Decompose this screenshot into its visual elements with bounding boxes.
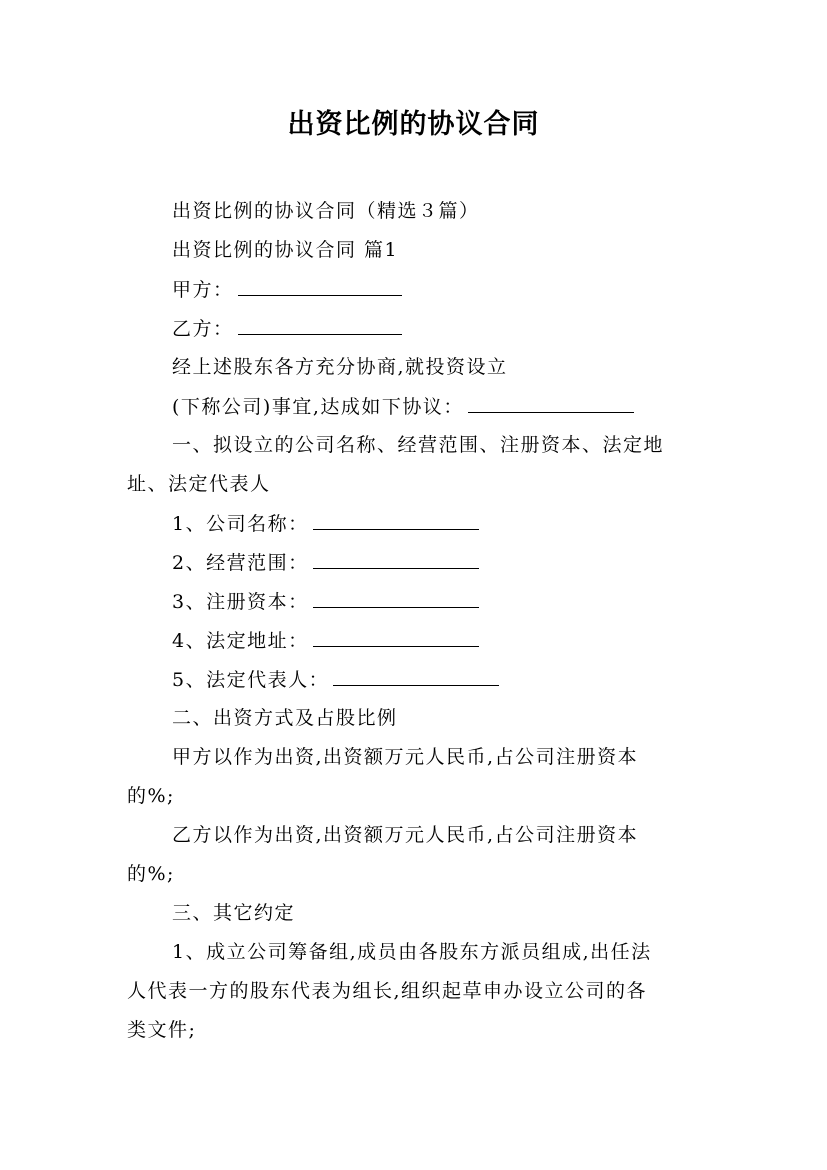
body-text: 类文件; [127, 1019, 197, 1041]
item-line [172, 511, 479, 536]
clause-heading-text: 一、拟设立的公司名称、经营范围、注册资本、法定地 [172, 434, 665, 456]
body-text: 乙方以作为出资,出资额万元人民币,占公司注册资本 [172, 824, 639, 846]
item-line [172, 667, 499, 692]
body-text: 的%; [127, 785, 175, 807]
item-blank[interactable] [313, 589, 479, 608]
clause-heading-text: 址、法定代表人 [127, 473, 271, 495]
body-paragraph [127, 784, 175, 808]
clause-heading-text: 三、其它约定 [172, 902, 296, 924]
party-b-blank[interactable] [238, 316, 402, 335]
party-a-blank[interactable] [238, 277, 402, 296]
body-paragraph [127, 862, 175, 886]
item-label: 5、法定代表人： [172, 669, 330, 691]
party-a-line [172, 277, 402, 302]
clause-heading-text: 二、出资方式及占股比例 [172, 707, 398, 729]
clause-heading [172, 706, 398, 730]
body-text: 经上述股东各方充分协商,就投资设立 [172, 356, 508, 378]
body-paragraph [127, 1018, 196, 1042]
body-paragraph [172, 823, 638, 847]
body-text: 甲方以作为出资,出资额万元人民币,占公司注册资本 [172, 746, 639, 768]
party-b-line [172, 316, 402, 341]
body-text: 的%; [127, 863, 175, 885]
item-line [172, 589, 479, 614]
body-paragraph [172, 745, 638, 769]
item-blank[interactable] [333, 667, 499, 686]
item-label: 1、公司名称： [172, 513, 309, 535]
body-text: 1、成立公司筹备组,成员由各股东方派员组成,出任法 [172, 941, 652, 963]
subtitle-line [172, 199, 480, 223]
item-label: 3、注册资本： [172, 591, 309, 613]
body-text: 人代表一方的股东代表为组长,组织起草申办设立公司的各 [127, 980, 648, 1002]
clause-heading [172, 901, 295, 925]
item-line [172, 628, 479, 653]
body-paragraph [172, 355, 508, 379]
document-title: 出资比例的协议合同 [287, 109, 540, 140]
body-text: (下称公司)事宜,达成如下协议： [172, 396, 464, 418]
item-label: 2、经营范围： [172, 552, 309, 574]
body-paragraph [127, 979, 647, 1003]
body-paragraph [172, 940, 652, 964]
item-label: 4、法定地址： [172, 630, 309, 652]
company-name-blank[interactable] [468, 394, 634, 413]
section-heading [172, 238, 398, 262]
item-blank[interactable] [313, 511, 479, 530]
body-paragraph [172, 394, 634, 419]
party-a-label: 甲方： [172, 279, 234, 301]
party-b-label: 乙方： [172, 318, 234, 340]
section-heading-text: 出资比例的协议合同 篇1 [172, 239, 399, 261]
item-line [172, 550, 479, 575]
subtitle-text: 出资比例的协议合同（精选３篇） [172, 200, 480, 222]
clause-heading-cont [127, 472, 271, 496]
item-blank[interactable] [313, 628, 479, 647]
item-blank[interactable] [313, 550, 479, 569]
clause-heading [172, 433, 664, 457]
